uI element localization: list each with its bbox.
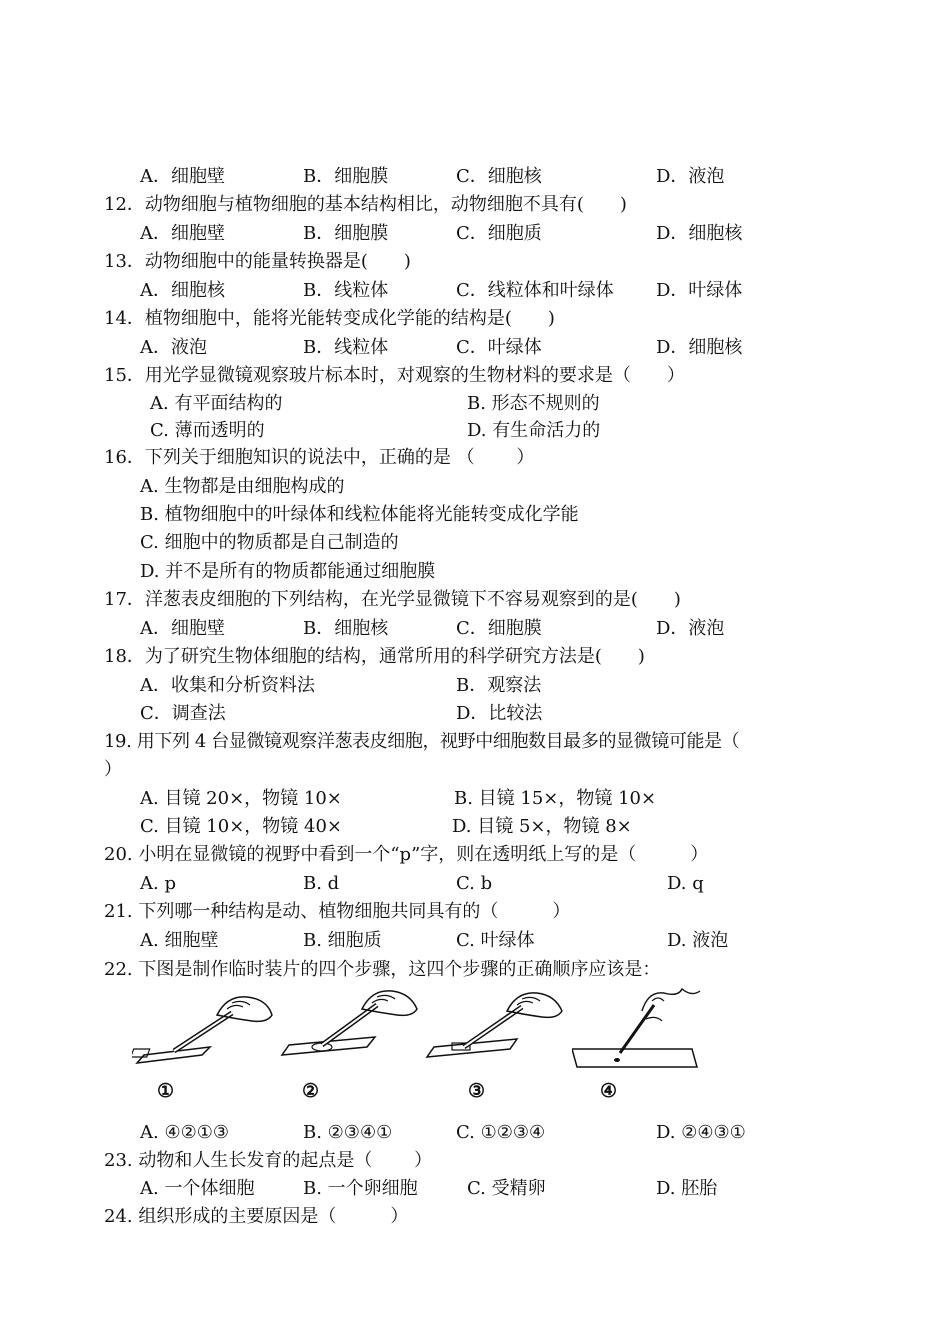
option-b: B．细胞核 (303, 618, 389, 639)
option-c: C．细胞膜 (456, 618, 542, 639)
option-a: A．细胞壁 (140, 618, 225, 639)
option-a: A．液泡 (140, 337, 207, 358)
question-20-stem: 20. 小明在显微镜的视野中看到一个“p”字，则在透明纸上写的是（ ） (104, 844, 709, 865)
option-b: B．线粒体 (303, 337, 389, 358)
option-b: B. 细胞质 (303, 930, 382, 951)
option-c: C．调查法 (140, 703, 226, 724)
figure-label-2: ② (302, 1080, 320, 1102)
option-a: A. p (140, 873, 176, 894)
question-16-stem: 16．下列关于细胞知识的说法中，正确的是 （ ） (104, 447, 535, 468)
option-c: C．细胞核 (456, 166, 542, 187)
option-d: D．叶绿体 (656, 280, 743, 301)
option-d: D．液泡 (656, 618, 725, 639)
slide-preparation-figure (132, 985, 722, 1110)
option-a: A. 细胞壁 (140, 930, 219, 951)
option-c: C．线粒体和叶绿体 (456, 280, 614, 301)
option-d: D. q (667, 873, 704, 894)
option-a: A．细胞核 (140, 280, 225, 301)
question-24-stem: 24. 组织形成的主要原因是（ ） (104, 1206, 409, 1227)
option-b: B. 形态不规则的 (467, 393, 600, 414)
option-a: A. 生物都是由细胞构成的 (140, 476, 345, 497)
option-d: D. ②④③① (656, 1122, 746, 1143)
question-12-stem: 12．动物细胞与植物细胞的基本结构相比，动物细胞不具有( ) (104, 194, 627, 215)
option-b: B．细胞膜 (303, 223, 389, 244)
figure-label-1: ① (157, 1080, 175, 1102)
option-d: D. 目镜 5×，物镜 8× (452, 816, 632, 837)
question-19-stem: 19. 用下列 4 台显微镜观察洋葱表皮细胞，视野中细胞数目最多的显微镜可能是（ (104, 731, 740, 752)
figure-label-3: ③ (468, 1080, 486, 1102)
option-a: A. 一个体细胞 (140, 1178, 255, 1199)
option-c: C．细胞质 (456, 223, 542, 244)
option-b: B．线粒体 (303, 280, 389, 301)
question-17-stem: 17．洋葱表皮细胞的下列结构，在光学显微镜下不容易观察到的是( ) (104, 589, 681, 610)
step-1-illustration (132, 985, 277, 1075)
option-c: C. 受精卵 (467, 1178, 546, 1199)
option-d: D. 有生命活力的 (467, 420, 601, 441)
option-c: C. 目镜 10×，物镜 40× (140, 816, 342, 837)
option-c: C. 细胞中的物质都是自己制造的 (140, 532, 399, 553)
option-b: B．观察法 (456, 675, 542, 696)
step-2-illustration (277, 985, 422, 1075)
option-d: D．细胞核 (656, 337, 743, 358)
option-a: A. ④②①③ (140, 1122, 229, 1143)
question-13-stem: 13．动物细胞中的能量转换器是( ) (104, 251, 411, 272)
option-b: B. ②③④① (303, 1122, 393, 1143)
question-23-stem: 23. 动物和人生长发育的起点是（ ） (104, 1150, 433, 1171)
option-d: D．比较法 (456, 703, 543, 724)
step-3-illustration (422, 985, 567, 1075)
option-a: A. 有平面结构的 (150, 393, 283, 414)
option-c: C．叶绿体 (456, 337, 542, 358)
question-22-stem: 22. 下图是制作临时装片的四个步骤，这四个步骤的正确顺序应该是： (104, 959, 661, 980)
step-4-illustration (572, 985, 717, 1075)
option-c: C. 叶绿体 (456, 930, 535, 951)
figure-label-4: ④ (600, 1080, 618, 1102)
question-19-stem-continued: ） (104, 759, 122, 780)
option-d: D. 液泡 (667, 930, 729, 951)
option-d: D．液泡 (656, 166, 725, 187)
option-b: B. 目镜 15×，物镜 10× (454, 788, 657, 809)
option-b: B. d (303, 873, 340, 894)
option-a: A．细胞壁 (140, 223, 225, 244)
option-b: B. 一个卵细胞 (303, 1178, 418, 1199)
question-15-stem: 15．用光学显微镜观察玻片标本时，对观察的生物材料的要求是（ ） (104, 365, 685, 386)
option-b: B．细胞膜 (303, 166, 389, 187)
option-d: D．细胞核 (656, 223, 743, 244)
question-18-stem: 18．为了研究生物体细胞的结构，通常所用的科学研究方法是( ) (104, 646, 645, 667)
option-a: A．细胞壁 (140, 166, 225, 187)
option-a: A．收集和分析资料法 (140, 675, 315, 696)
option-b: B. 植物细胞中的叶绿体和线粒体能将光能转变成化学能 (140, 504, 579, 525)
option-c: C. 薄而透明的 (150, 420, 265, 441)
question-14-stem: 14．植物细胞中，能将光能转变成化学能的结构是( ) (104, 308, 555, 329)
question-21-stem: 21. 下列哪一种结构是动、植物细胞共同具有的（ ） (104, 901, 571, 922)
option-c: C. b (456, 873, 493, 894)
option-d: D. 并不是所有的物质都能通过细胞膜 (140, 561, 436, 582)
option-a: A. 目镜 20×，物镜 10× (140, 788, 342, 809)
option-d: D. 胚胎 (656, 1178, 718, 1199)
option-c: C. ①②③④ (456, 1122, 546, 1143)
